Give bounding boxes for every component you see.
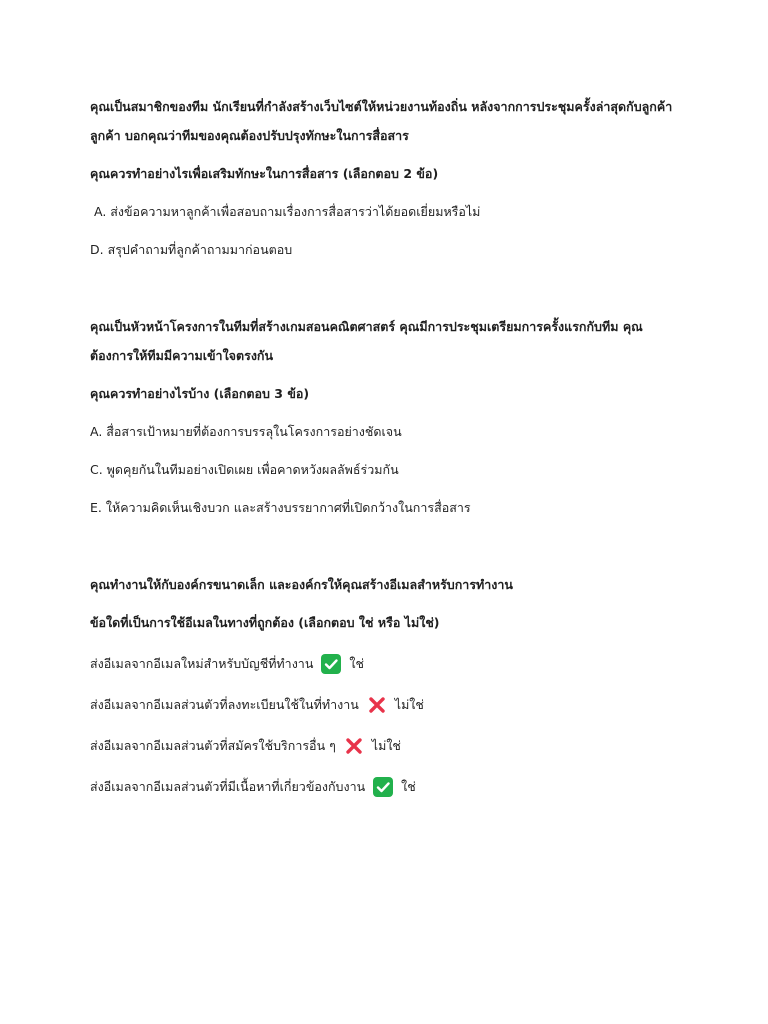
cross-icon	[344, 736, 364, 756]
answer-item	[90, 695, 680, 715]
answer-item	[90, 654, 680, 674]
question-prompt: คุณควรทำอย่างไรเพื่อเสริมทักษะในการสื่อสาร (เลือกตอบ 2 ข้อ)	[90, 166, 439, 181]
answer-text: D. สรุปคำถามที่ลูกค้าถามมาก่อนตอบ	[90, 242, 293, 257]
answer-text: ส่งอีเมลจากอีเมลส่วนตัวที่สมัครใช้บริการอื่น ๆ	[90, 738, 336, 753]
answer-item	[90, 460, 680, 480]
answer-text: A. สื่อสารเป้าหมายที่ต้องการบรรลุในโครงการอย่างชัดเจน	[90, 424, 402, 439]
answer-text: ส่งอีเมลจากอีเมลส่วนตัวที่มีเนื้อหาที่เกี่ยวข้องกับงาน	[90, 779, 366, 794]
question-context: คุณเป็นสมาชิกของทีม นักเรียนที่กำลังสร้างเว็บไซต์ให้หน่วยงานท้องถิ่น หลังจากการประชุมครั้งล่าสุดกับลูกค้า ลูกค้า บอกคุณว่าทีมของคุณต้องปรับปรุงทักษะในการสื่อสาร	[90, 99, 673, 143]
answer-item	[90, 777, 680, 797]
answer-text: E. ให้ความคิดเห็นเชิงบวก และสร้างบรรยากาศที่เปิดกว้างในการสื่อสาร	[90, 500, 471, 515]
answer-item	[90, 202, 680, 222]
answer-text: A. ส่งข้อความหาลูกค้าเพื่อสอบถามเรื่องการสื่อสารว่าได้ยอดเยี่ยมหรือไม่	[94, 204, 481, 219]
question-prompt: คุณควรทำอย่างไรบ้าง (เลือกตอบ 3 ข้อ)	[90, 386, 310, 401]
verdict-label: ไม่ใช่	[371, 738, 401, 753]
verdict-label: ไม่ใช่	[394, 697, 424, 712]
answer-text: ส่งอีเมลจากอีเมลใหม่สำหรับบัญชีที่ทำงาน	[90, 656, 314, 671]
question-2	[90, 310, 680, 518]
answer-text: C. พูดคุยกันในทีมอย่างเปิดเผย เพื่อคาดหวังผลลัพธ์ร่วมกัน	[90, 462, 399, 477]
verdict-label: ใช่	[349, 656, 364, 671]
answer-item	[90, 498, 680, 518]
answer-text: ส่งอีเมลจากอีเมลส่วนตัวที่ลงทะเบียนใช้ในที่ทำงาน	[90, 697, 359, 712]
verdict-label: ใช่	[401, 779, 416, 794]
question-1	[90, 90, 680, 260]
answer-item	[90, 736, 680, 756]
question-3	[90, 568, 680, 797]
check-icon	[373, 777, 393, 797]
answer-item	[90, 422, 680, 442]
answer-item	[90, 240, 680, 260]
question-context: คุณทำงานให้กับองค์กรขนาดเล็ก และองค์กรให้คุณสร้างอีเมลสำหรับการทำงาน	[90, 577, 513, 592]
question-prompt: ข้อใดที่เป็นการใช้อีเมลในทางที่ถูกต้อง (เลือกตอบ ใช่ หรือ ไม่ใช่)	[90, 615, 440, 630]
question-context: คุณเป็นหัวหน้าโครงการในทีมที่สร้างเกมสอนคณิตศาสตร์ คุณมีการประชุมเตรียมการครั้งแรกกับทีม คุณต้องการให้ทีมมีความเข้าใจตรงกัน	[90, 319, 643, 363]
cross-icon	[367, 695, 387, 715]
document-page	[90, 90, 680, 797]
check-icon	[321, 654, 341, 674]
